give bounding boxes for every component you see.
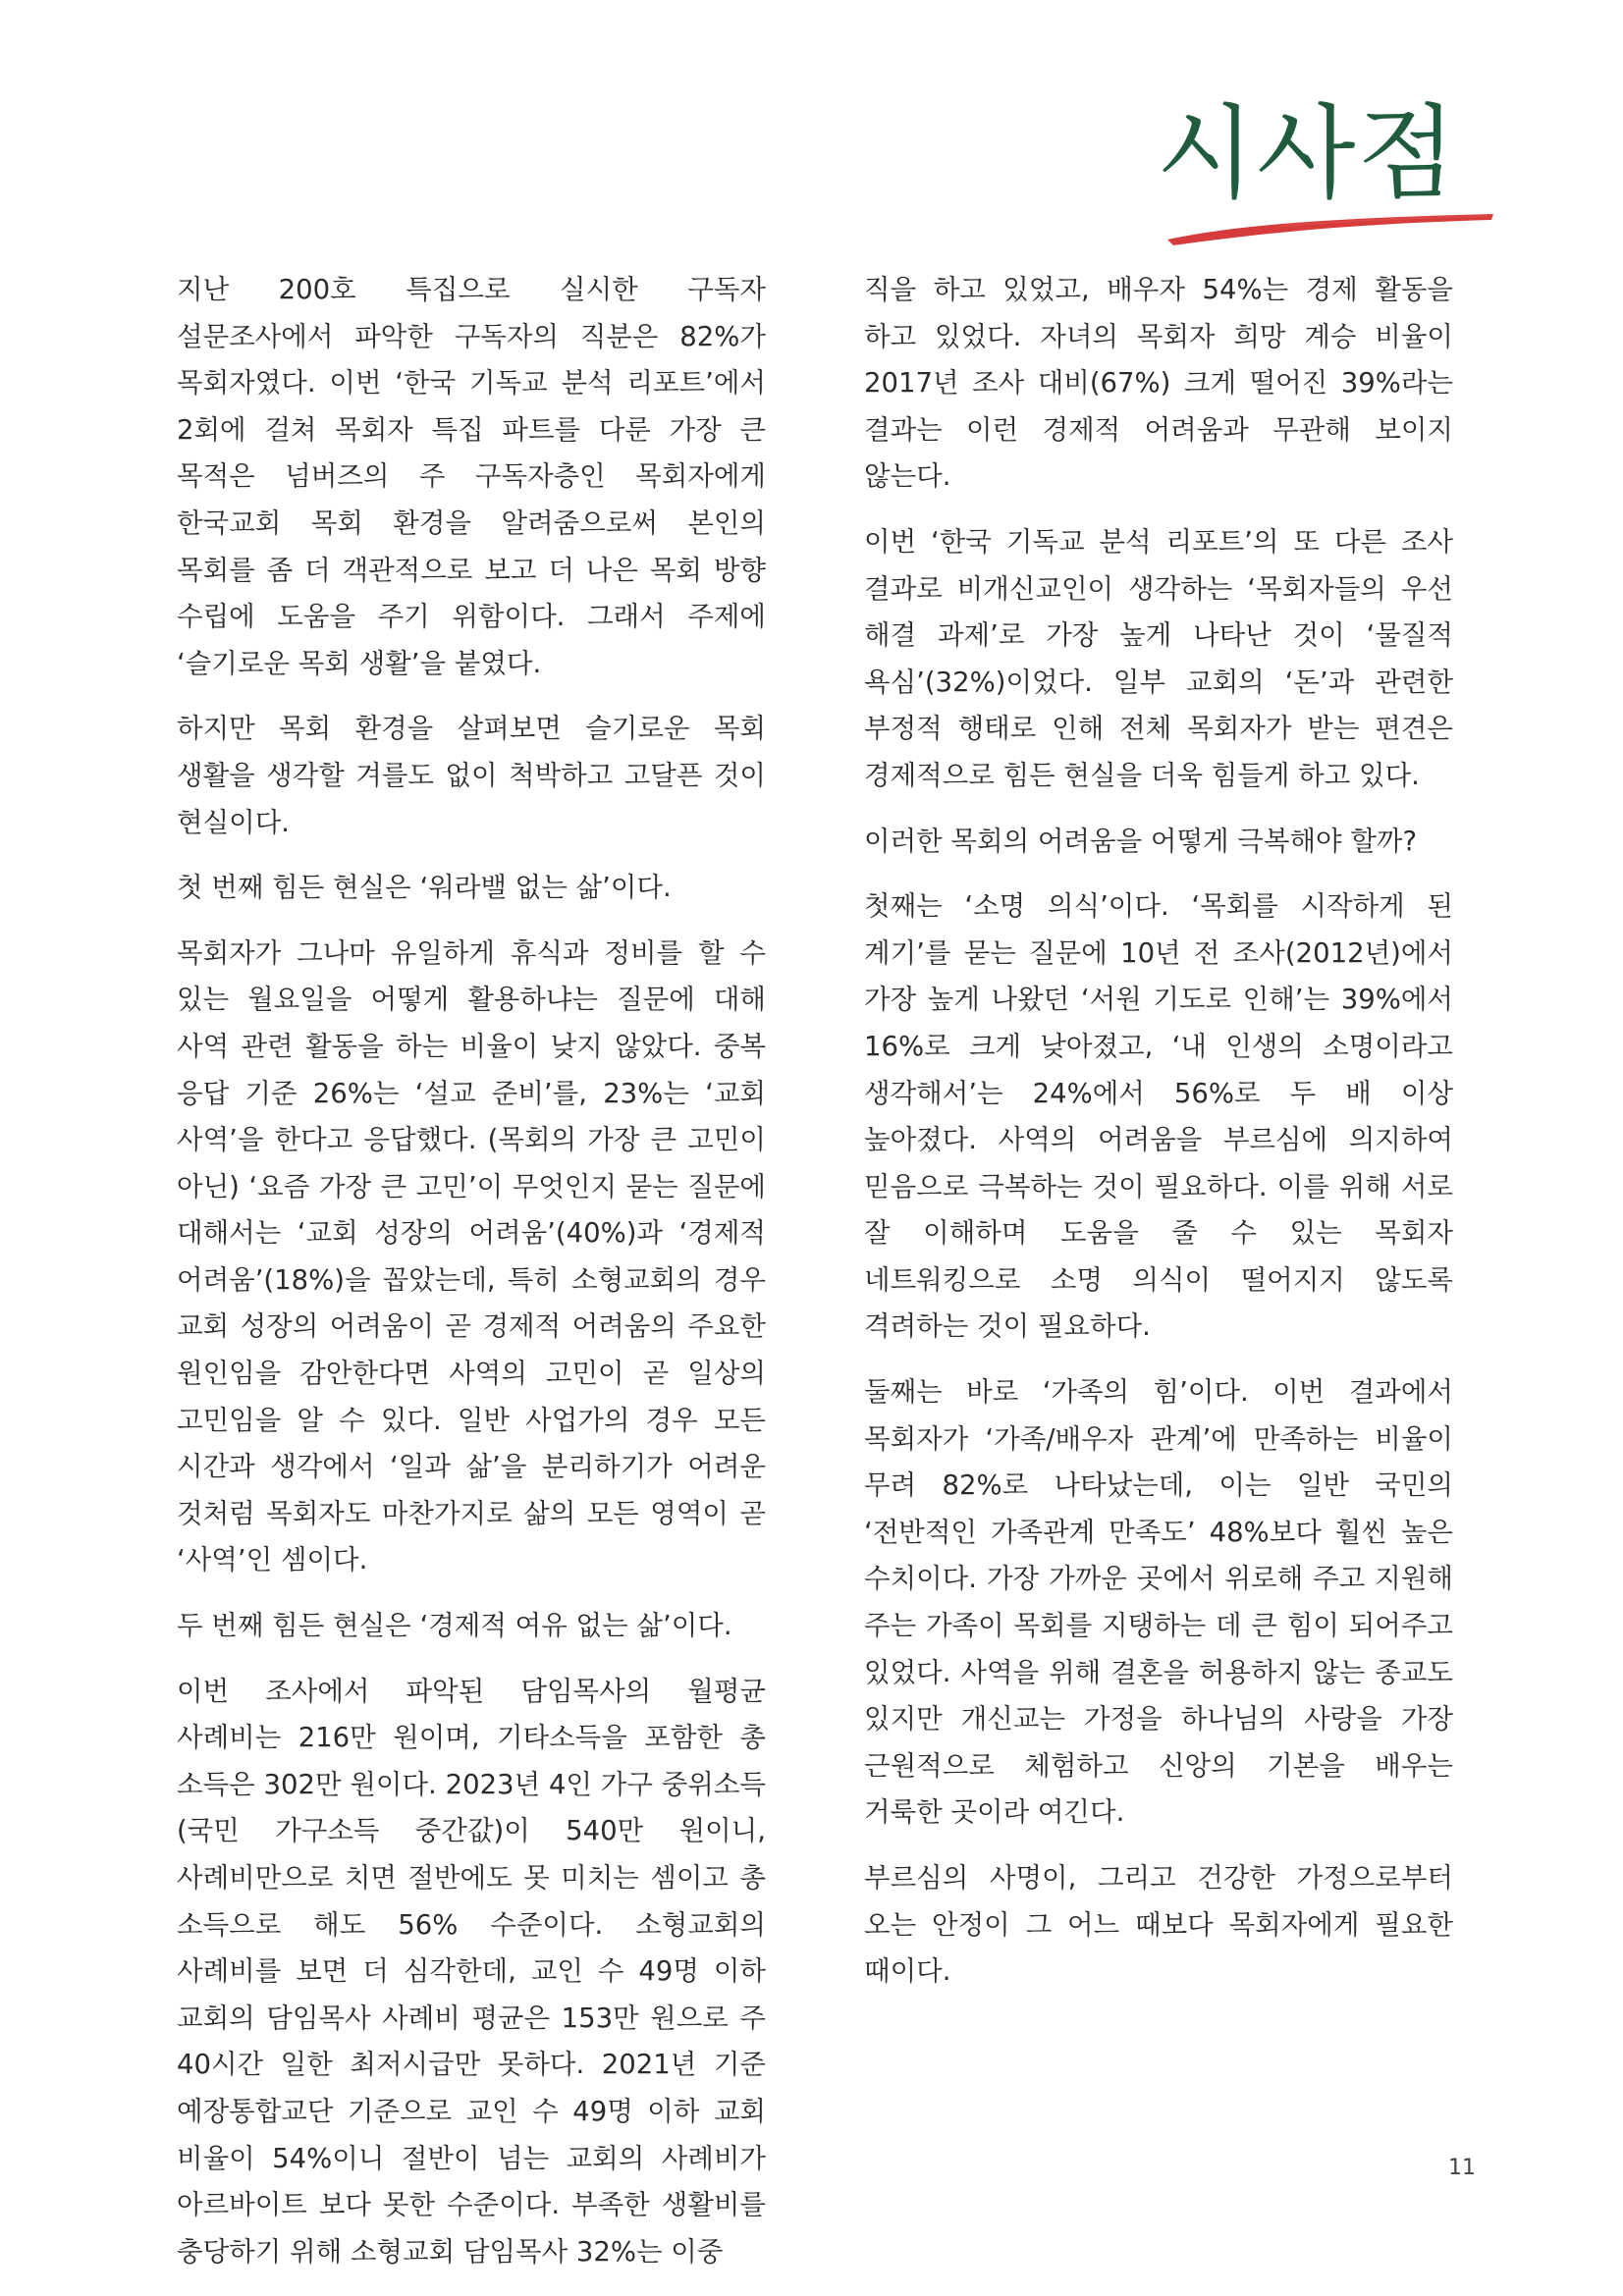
right-column: [864, 267, 1453, 2014]
paragraph: 지난 200호 특집으로 실시한 구독자 설문조사에서 파악한 구독자의 직분은 82%가 목회자였다. 이번 ‘한국 기독교 분석 리포트’에서 2회에 걸쳐 목회자 특집 파트를 다룬 가장 큰 목적은 넘버즈의 주 구독자층인 목회자에게 한국교회 목회 환경을 알려줌으로써 본인의 목회를 좀 더 객관적으로 보고 더 나은 목회 방향 수립에 도움을 주기 위함이다. 그래서 주제에 ‘슬기로운 목회 생활’을 붙였다.: [177, 274, 766, 679]
paragraph: 목회자가 그나마 유일하게 휴식과 정비를 할 수 있는 월요일을 어떻게 활용하냐는 질문에 대해 사역 관련 활동을 하는 비율이 낮지 않았다. 중복 응답 기준 26%는 ‘설교 준비’를, 23%는 ‘교회 사역’을 한다고 응답했다. (목회의 가장 큰 고민이 아닌) ‘요즘 가장 큰 고민’이 무엇인지 묻는 질문에 대해서는 ‘교회 성장의 어려움’(40%)과 ‘경제적 어려움’(18%)을 꼽았는데, 특히 소형교회의 경우 교회 성장의 어려움이 곧 경제적 어려움의 주요한 원인임을 감안한다면 사역의 고민이 곧 일상의 고민임을 알 수 있다. 일반 사업가의 경우 모든 시간과 생각에서 ‘일과 삶’을 분리하기가 어려운 것처럼 목회자도 마찬가지로 삶의 모든 영역이 곧 ‘사역’인 셈이다.: [177, 936, 766, 1576]
paragraph: 두 번째 힘든 현실은 ‘경제적 여유 없는 삶’이다.: [177, 1610, 732, 1642]
paragraph: 이번 조사에서 파악된 담임목사의 월평균 사례비는 216만 원이며, 기타소득을 포함한 총 소득은 302만 원이다. 2023년 4인 가구 중위소득(국민 가구소득 중간값)이 540만 원이니, 사례비만으로 치면 절반에도 못 미치는 셈이고 총 소득으로 해도 56% 수준이다. 소형교회의 사례비를 보면 더 심각한데, 교인 수 49명 이하 교회의 담임목사 사례비 평균은 153만 원으로 주 40시간 일한 최저시급만 못하다. 2021년 기준 예장통합교단 기준으로 교인 수 49명 이하 교회 비율이 54%이니 절반이 넘는 교회의 사례비가 아르바이트 보다 못한 수준이다. 부족한 생활비를 충당하기 위해 소형교회 담임목사 32%는 이중: [177, 1675, 766, 2268]
paragraph: 첫째는 ‘소명 의식’이다. ‘목회를 시작하게 된 계기’를 묻는 질문에 10년 전 조사(2012년)에서 가장 높게 나왔던 ‘서원 기도로 인해’는 39%에서 16%로 크게 낮아졌고, ‘내 인생의 소명이라고 생각해서’는 24%에서 56%로 두 배 이상 높아졌다. 사역의 어려움을 부르심에 의지하여 믿음으로 극복하는 것이 필요하다. 이를 위해 서로 잘 이해하며 도움을 줄 수 있는 목회자 네트워킹으로 소명 의식이 떨어지지 않도록 격려하는 것이 필요하다.: [864, 890, 1453, 1343]
paragraph: 하지만 목회 환경을 살펴보면 슬기로운 목회 생활을 생각할 겨를도 없이 척박하고 고달픈 것이 현실이다.: [177, 713, 766, 838]
paragraph: 이번 ‘한국 기독교 분석 리포트’의 또 다른 조사 결과로 비개신교인이 생각하는 ‘목회자들의 우선 해결 과제’로 가장 높게 나타난 것이 ‘물질적 욕심’(32%)이었다. 일부 교회의 ‘돈’과 관련한 부정적 행태로 인해 전체 목회자가 받는 편견은 경제적으로 힘든 현실을 더욱 힘들게 하고 있다.: [864, 525, 1453, 791]
paragraph: 첫 번째 힘든 현실은 ‘워라밸 없는 삶’이다.: [177, 872, 672, 904]
paragraph: 부르심의 사명이, 그리고 건강한 가정으로부터 오는 안정이 그 어느 때보다 목회자에게 필요한 때이다.: [864, 1862, 1453, 1988]
page-title: 시사점: [1156, 93, 1458, 213]
paragraph: 직을 하고 있었고, 배우자 54%는 경제 활동을 하고 있었다. 자녀의 목회자 희망 계승 비율이 2017년 조사 대비(67%) 크게 떨어진 39%라는 결과는 이런 경제적 어려움과 무관해 보이지 않는다.: [864, 274, 1453, 493]
paragraph: 이러한 목회의 어려움을 어떻게 극복해야 할까?: [864, 825, 1418, 857]
left-column: [177, 267, 766, 2294]
paragraph: 둘째는 바로 ‘가족의 힘’이다. 이번 결과에서 목회자가 ‘가족/배우자 관계’에 만족하는 비율이 무려 82%로 나타났는데, 이는 일반 국민의 ‘전반적인 가족관계 만족도’ 48%보다 훨씬 높은 수치이다. 가장 가까운 곳에서 위로해 주고 지원해 주는 가족이 목회를 지탱하는 데 큰 힘이 되어주고 있었다. 사역을 위해 결혼을 허용하지 않는 종교도 있지만 개신교는 가정을 하나님의 사랑을 가장 근원적으로 체험하고 신앙의 기본을 배우는 거룩한 곳이라 여긴다.: [864, 1376, 1453, 1829]
red-brush-stroke: [1163, 206, 1497, 245]
page-number: 11: [1448, 2156, 1476, 2180]
